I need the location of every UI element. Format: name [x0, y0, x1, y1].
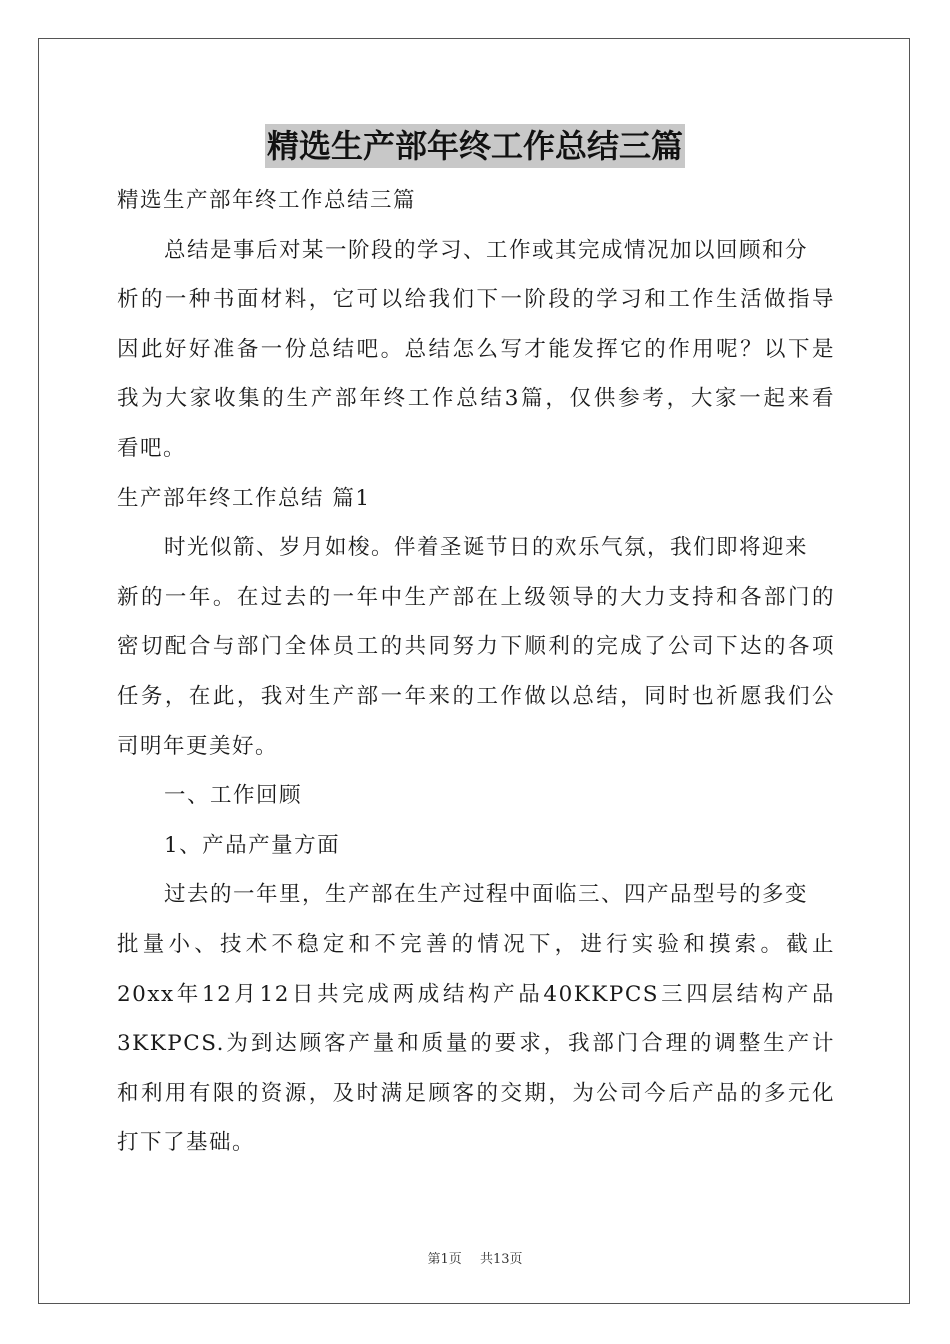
- body-line: 20xx年12月12日共完成两成结构产品40KKPCS三四层结构产品: [117, 981, 835, 1007]
- document-title-text: 精选生产部年终工作总结三篇: [265, 124, 685, 168]
- page-total: 共13页: [479, 1252, 523, 1267]
- body-line: 析的一种书面材料，它可以给我们下一阶段的学习和工作生活做指导: [117, 287, 835, 313]
- page-number: 第1页: [427, 1252, 462, 1267]
- subsection-heading: 1、产品产量方面: [164, 832, 341, 858]
- body-line: 司明年更美好。: [117, 733, 279, 759]
- body-line: 新的一年。在过去的一年中生产部在上级领导的大力支持和各部门的: [117, 584, 835, 610]
- body-line: 密切配合与部门全体员工的共同努力下顺利的完成了公司下达的各项: [117, 634, 835, 660]
- body-line: 任务，在此，我对生产部一年来的工作做以总结，同时也祈愿我们公: [117, 683, 835, 709]
- body-line: 总结是事后对某一阶段的学习、工作或其完成情况加以回顾和分: [164, 237, 809, 263]
- section-heading: 生产部年终工作总结 篇1: [117, 485, 371, 511]
- body-line: 3KKPCS.为到达顾客产量和质量的要求，我部门合理的调整生产计: [117, 1031, 835, 1057]
- document-body: [117, 176, 835, 1168]
- body-line: 过去的一年里，生产部在生产过程中面临三、四产品型号的多变: [164, 882, 809, 908]
- body-line: 打下了基础。: [117, 1130, 256, 1156]
- body-line-subtitle: 精选生产部年终工作总结三篇: [117, 188, 417, 213]
- body-line: 批量小、技术不稳定和不完善的情况下，进行实验和摸索。截止: [117, 931, 835, 957]
- page-footer: [0, 1248, 950, 1267]
- subsection-heading: 一、工作回顾: [164, 783, 303, 809]
- body-line: 我为大家收集的生产部年终工作总结3篇，仅供参考，大家一起来看: [117, 386, 835, 412]
- document-title: [0, 124, 950, 168]
- body-line: 看吧。: [117, 435, 187, 461]
- body-line: 时光似箭、岁月如梭。伴着圣诞节日的欢乐气氛，我们即将迎来: [164, 535, 809, 561]
- body-line: 因此好好准备一份总结吧。总结怎么写才能发挥它的作用呢？以下是: [117, 336, 835, 362]
- body-line: 和利用有限的资源，及时满足顾客的交期，为公司今后产品的多元化: [117, 1080, 835, 1106]
